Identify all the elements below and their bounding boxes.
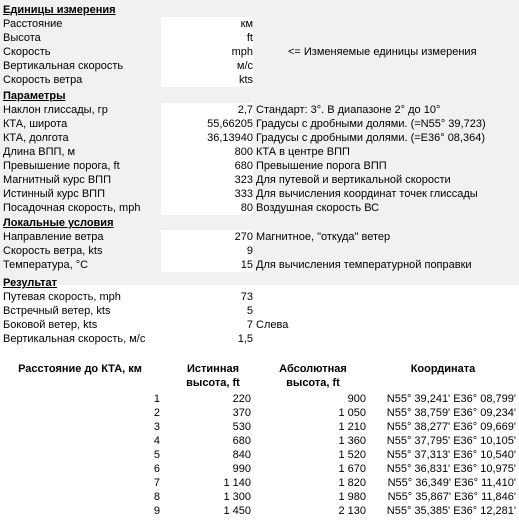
table-cell-true-alt: 990 <box>232 463 251 475</box>
table-cell-coord: N55° 37,795' E36° 10,105' <box>386 435 516 447</box>
params-value-glideslope[interactable]: 2,7 <box>161 103 253 117</box>
table-cell-coord: N55° 36,349' E36° 11,410' <box>387 477 516 489</box>
params-row-lat <box>0 117 519 131</box>
table-cell-abs-alt: 1 980 <box>338 491 366 503</box>
params-value-mag-course[interactable]: 323 <box>161 173 253 187</box>
table-cell-distance: 2 <box>153 407 160 419</box>
result-row-headwind <box>0 304 519 318</box>
params-note-lat: Градусы с дробными долями. (=N55° 39,723) <box>256 118 486 130</box>
local-header: Локальные условия <box>3 217 114 229</box>
table-cell-abs-alt: 1 050 <box>338 407 366 419</box>
params-label-landing-speed: Посадочная скорость, mph <box>3 202 141 214</box>
params-value-threshold[interactable]: 680 <box>161 159 253 173</box>
params-label-glideslope: Наклон глиссады, гр <box>3 104 108 116</box>
table-cell-true-alt: 220 <box>232 393 251 405</box>
table-cell-distance: 6 <box>153 463 160 475</box>
params-value-lon[interactable]: 36,13940 <box>161 131 253 145</box>
result-value-ground-speed: 73 <box>240 291 253 303</box>
table-cell-coord: N55° 36,831' E36° 10,975' <box>386 463 516 475</box>
local-row-temperature <box>0 258 519 272</box>
local-row-wind-speed <box>0 244 519 258</box>
table-header-coord: Координата <box>410 363 476 375</box>
params-note-glideslope: Стандарт: 3°. В диапазоне 2° до 10° <box>256 104 441 116</box>
units-label-distance: Расстояние <box>3 18 63 30</box>
params-value-runway-length[interactable]: 800 <box>161 145 253 159</box>
table-cell-abs-alt: 2 130 <box>338 505 366 517</box>
result-value-headwind: 5 <box>246 305 253 317</box>
units-note: <= Изменяемые единицы измерения <box>288 46 477 58</box>
params-label-runway-length: Длина ВПП, м <box>3 146 76 158</box>
table-cell-coord: N55° 38,759' E36° 09,234' <box>386 407 516 419</box>
table-header-abs-alt-line1: Абсолютная <box>279 363 347 375</box>
table-header-distance: Расстояние до КТА, км <box>18 363 142 375</box>
table-cell-distance: 8 <box>153 491 160 503</box>
table-cell-abs-alt: 1 520 <box>338 449 366 461</box>
units-label-vspeed: Вертикальная скорость <box>3 60 124 72</box>
table-cell-distance: 5 <box>153 449 160 461</box>
params-value-landing-speed[interactable]: 80 <box>161 201 253 215</box>
result-label-ground-speed: Путевая скорость, mph <box>3 291 121 303</box>
table-header-abs-alt-line2: высота, ft <box>286 377 340 389</box>
params-row-lon <box>0 131 519 145</box>
params-label-lat: КТА, широта <box>3 118 68 130</box>
units-header: Единицы измерения <box>3 4 116 16</box>
table-cell-distance: 7 <box>153 477 160 489</box>
result-label-headwind: Встречный ветер, kts <box>3 305 111 317</box>
params-header: Параметры <box>3 90 66 102</box>
units-label-height: Высота <box>3 32 41 44</box>
params-row-true-course <box>0 187 519 201</box>
params-value-lat[interactable]: 55,66205 <box>161 117 253 131</box>
table-header-true-alt-line1: Истинная <box>187 363 239 375</box>
local-label-wind-dir: Направление ветра <box>3 231 104 243</box>
result-row-ground-speed <box>0 290 519 304</box>
table-cell-distance: 4 <box>153 435 160 447</box>
params-row-mag-course <box>0 173 519 187</box>
units-header-row <box>0 3 519 17</box>
params-row-threshold <box>0 159 519 173</box>
units-value-height[interactable]: ft <box>161 31 253 45</box>
local-note-temperature: Для вычисления температурной поправки <box>256 259 472 271</box>
params-label-lon: КТА, долгота <box>3 132 69 144</box>
local-value-wind-dir[interactable]: 270 <box>161 230 253 244</box>
table-cell-coord: N55° 35,867' E36° 11,846' <box>387 491 516 503</box>
local-row-wind-dir <box>0 230 519 244</box>
table-cell-coord: N55° 39,241' E36° 08,799' <box>386 393 516 405</box>
table-cell-distance: 9 <box>153 505 160 517</box>
result-value-vspeed: 1,5 <box>237 333 253 345</box>
table-cell-coord: N55° 37,313' E36° 10,540' <box>386 449 516 461</box>
units-value-wind[interactable]: kts <box>161 73 253 87</box>
table-cell-abs-alt: 1 210 <box>338 421 366 433</box>
table-cell-abs-alt: 1 820 <box>338 477 366 489</box>
params-row-glideslope <box>0 103 519 117</box>
params-note-threshold: Превышение порога ВПП <box>256 160 387 172</box>
local-value-wind-speed[interactable]: 9 <box>161 244 253 258</box>
result-note-crosswind: Слева <box>256 319 289 331</box>
local-value-temperature[interactable]: 15 <box>161 258 253 272</box>
params-note-true-course: Для вычисления координат точек глиссады <box>256 188 478 200</box>
units-row-wind <box>0 73 519 87</box>
result-label-vspeed: Вертикальная скорость, м/с <box>3 333 146 345</box>
result-value-crosswind: 7 <box>246 319 253 331</box>
table-cell-distance: 3 <box>153 421 160 433</box>
result-label-crosswind: Боковой ветер, kts <box>3 319 98 331</box>
params-label-true-course: Истинный курс ВПП <box>3 188 105 200</box>
table-header-true-alt-line2: высота, ft <box>186 377 240 389</box>
table-cell-coord: N55° 38,277' E36° 09,669' <box>386 421 516 433</box>
units-row-distance <box>0 17 519 31</box>
params-label-mag-course: Магнитный курс ВПП <box>3 174 111 186</box>
units-row-height <box>0 31 519 45</box>
units-row-speed <box>0 45 519 59</box>
result-header: Результат <box>3 277 58 289</box>
table-cell-abs-alt: 1 670 <box>338 463 366 475</box>
table-cell-distance: 1 <box>153 393 160 405</box>
params-label-threshold: Превышение порога, ft <box>3 160 120 172</box>
result-header-row <box>0 276 519 290</box>
table-cell-true-alt: 370 <box>232 407 251 419</box>
table-cell-coord: N55° 35,385' E36° 12,281' <box>386 505 516 517</box>
result-row-crosswind <box>0 318 519 332</box>
local-label-wind-speed: Скорость ветра, kts <box>3 245 103 257</box>
table-cell-true-alt: 840 <box>232 449 251 461</box>
result-row-vspeed <box>0 332 519 346</box>
units-value-speed[interactable]: mph <box>161 45 253 59</box>
table-cell-true-alt: 1 450 <box>223 505 251 517</box>
table-cell-true-alt: 530 <box>232 421 251 433</box>
local-header-row <box>0 216 519 230</box>
params-value-true-course[interactable]: 333 <box>161 187 253 201</box>
params-row-runway-length <box>0 145 519 159</box>
units-label-wind: Скорость ветра <box>3 74 83 86</box>
table-cell-abs-alt: 900 <box>347 393 366 405</box>
units-row-vspeed <box>0 59 519 73</box>
local-label-temperature: Температура, °C <box>3 259 89 271</box>
params-note-landing-speed: Воздушная скорость ВС <box>256 202 380 214</box>
units-value-vspeed[interactable]: м/с <box>161 59 253 73</box>
units-label-speed: Скорость <box>3 46 51 58</box>
params-header-row <box>0 89 519 103</box>
table-cell-abs-alt: 1 360 <box>338 435 366 447</box>
table-cell-true-alt: 1 300 <box>223 491 251 503</box>
params-note-mag-course: Для путевой и вертикальной скорости <box>256 174 451 186</box>
table-cell-true-alt: 680 <box>232 435 251 447</box>
params-note-lon: Градусы с дробными долями. (=E36° 08,364) <box>256 132 485 144</box>
params-note-runway-length: КТА в центре ВПП <box>256 146 350 158</box>
params-row-landing-speed <box>0 201 519 215</box>
table-cell-true-alt: 1 140 <box>223 477 251 489</box>
units-value-distance[interactable]: км <box>161 17 253 31</box>
local-note-wind-dir: Магнитное, "откуда" ветер <box>256 231 391 243</box>
